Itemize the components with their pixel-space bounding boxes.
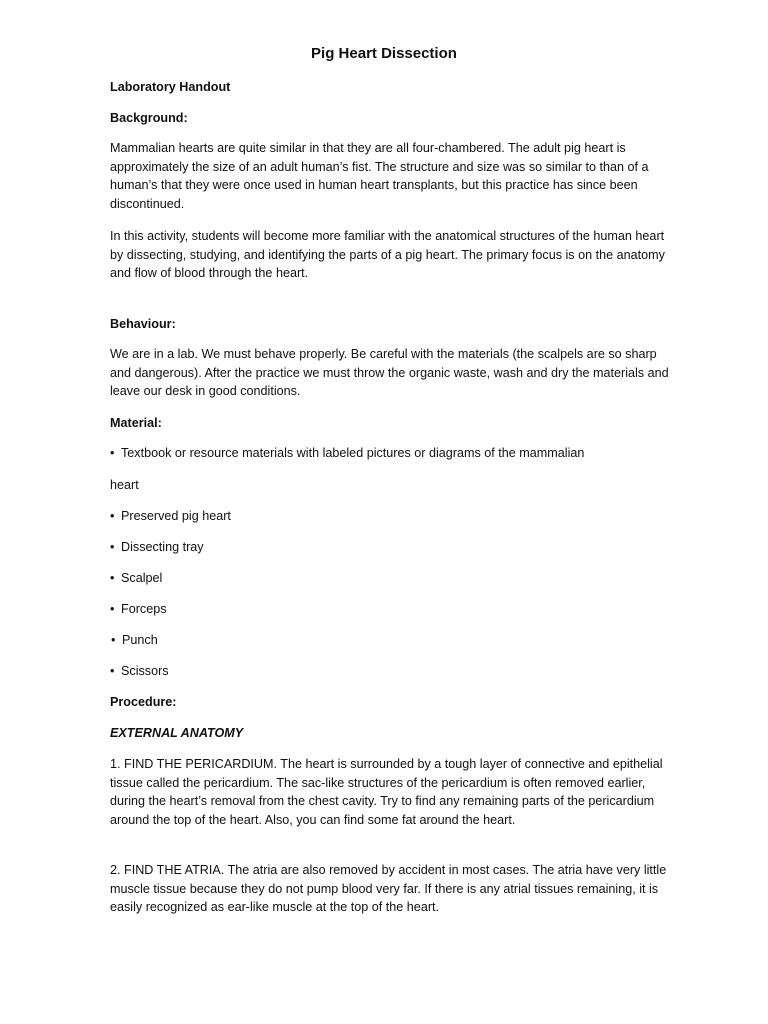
material-item-label: Preserved pig heart xyxy=(121,509,231,523)
material-item-label: Dissecting tray xyxy=(121,540,204,554)
document-subtitle: Laboratory Handout xyxy=(110,80,231,94)
material-list-item xyxy=(110,507,231,525)
external-anatomy-heading: EXTERNAL ANATOMY xyxy=(110,726,244,740)
material-item-label: Scalpel xyxy=(121,571,163,585)
material-continuation: heart xyxy=(110,478,139,492)
procedure-heading: Procedure: xyxy=(110,695,177,709)
behaviour-paragraph: We are in a lab. We must behave properly. Be careful with the materials (the scalpels are so sharp and dangerous). After the practice we must throw the organic waste, wash and dry the materials and leave our desk in good conditions. xyxy=(110,347,669,399)
material-list-item xyxy=(110,662,169,680)
material-item-label: Forceps xyxy=(121,602,167,616)
material-list-item xyxy=(111,631,158,649)
material-item-label: Textbook or resource materials with labeled pictures or diagrams of the mammalian xyxy=(121,446,585,460)
behaviour-heading: Behaviour: xyxy=(110,317,176,331)
material-item-label: Punch xyxy=(122,633,158,647)
bullet-icon: • xyxy=(111,633,116,647)
material-list-item xyxy=(110,444,584,462)
material-item-label: Scissors xyxy=(121,664,169,678)
step-1-paragraph: 1. FIND THE PERICARDIUM. The heart is surrounded by a tough layer of connective and epithelial tissue called the pericardium. The sac-like structures of the pericardium is often removed earlier, during the heart’s removal from the chest cavity. Try to find any remaining parts of the pericardium around the top of the heart. Also, you can find some fat around the heart. xyxy=(110,757,663,828)
background-heading: Background: xyxy=(110,111,188,125)
bullet-icon: • xyxy=(110,540,115,554)
material-list-item xyxy=(110,600,167,618)
document-title: Pig Heart Dissection xyxy=(311,45,457,62)
material-list-item xyxy=(110,538,204,556)
bullet-icon: • xyxy=(110,446,115,460)
material-heading: Material: xyxy=(110,416,162,430)
material-list-item xyxy=(110,569,162,587)
step-2-paragraph: 2. FIND THE ATRIA. The atria are also removed by accident in most cases. The atria have very little muscle tissue because they do not pump blood very far. If there is any atrial tissues remaining, it is easily recognized as ear-like muscle at the top of the heart. xyxy=(110,863,667,915)
background-paragraph-2: In this activity, students will become more familiar with the anatomical structures of the human heart by dissecting, studying, and identifying the parts of a pig heart. The primary focus is on the anatomy and flow of blood through the heart. xyxy=(110,229,665,281)
bullet-icon: • xyxy=(110,602,115,616)
bullet-icon: • xyxy=(110,664,115,678)
background-paragraph-1: Mammalian hearts are quite similar in that they are all four-chambered. The adult pig heart is approximately the size of an adult human’s fist. The structure and size was so similar to than of a human’s that they were once used in human heart transplants, but this practice has since been discontinued. xyxy=(110,141,649,212)
bullet-icon: • xyxy=(110,509,115,523)
bullet-icon: • xyxy=(110,571,115,585)
